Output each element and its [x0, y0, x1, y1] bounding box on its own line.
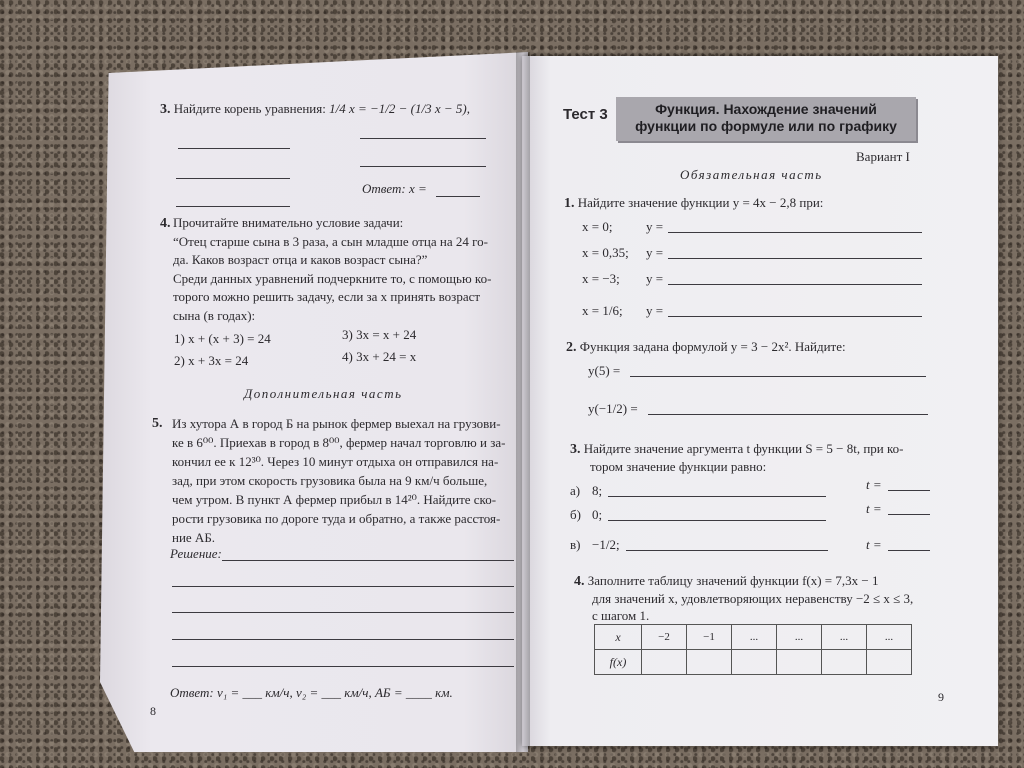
task1-x: x = 1/6;: [582, 303, 623, 318]
page-number-right: 9: [938, 690, 944, 704]
header-line-1: Функция. Нахождение значений: [655, 101, 877, 117]
answer-line: [608, 496, 826, 497]
option-2: 2) x + 3x = 24: [174, 353, 249, 368]
task5-answer: Ответ: v₁ = ___ км/ч, v₂ = ___ км/ч, АБ = ____ км.: [170, 685, 453, 700]
text-line: зад, при этом скорость грузовика была на 9 км/ч больше,: [172, 473, 488, 488]
answer-line: [608, 520, 826, 521]
test-header: [616, 97, 916, 141]
answer-line: [626, 550, 828, 551]
text-line: “Отец старше сына в 3 раза, а сын младше отца на 24 го-: [173, 233, 488, 249]
solution-line: [172, 586, 514, 587]
task5-text: [172, 414, 505, 547]
task2-row: y(5) =: [588, 363, 621, 378]
table-row: [595, 625, 912, 650]
answer-line: [888, 550, 930, 551]
task3-value: 0;: [592, 507, 603, 522]
answer-line: [648, 414, 928, 415]
task3-label: б): [570, 507, 581, 522]
answer-line: [360, 166, 486, 167]
table-cell[interactable]: ...: [867, 625, 912, 650]
answer-line: [360, 138, 486, 139]
table-cell[interactable]: [822, 650, 867, 675]
text-line: чем утром. В пункт А фермер прибыл в 14²⁰. Найдите ско-: [172, 492, 497, 507]
solution-label: Решение:: [170, 546, 222, 561]
left-task5: [152, 414, 163, 433]
answer-line: [668, 258, 922, 259]
task-number: 2.: [566, 340, 577, 355]
task3-answer: t =: [866, 537, 882, 552]
answer-line: [888, 490, 930, 491]
right-task1: [564, 194, 823, 213]
header-line-2: функции по формуле или по графику: [635, 118, 897, 134]
task-number: 3.: [160, 102, 171, 117]
task1-y: y =: [646, 303, 664, 318]
task-number: 3.: [570, 442, 581, 457]
option-1: 1) x + (x + 3) = 24: [174, 331, 271, 346]
right-task2: [566, 338, 846, 357]
text-line: ке в 6⁰⁰. Приехав в город в 8⁰⁰, фермер начал торговлю и за-: [172, 435, 506, 450]
left-task4: [160, 214, 171, 233]
right-task4: [574, 572, 878, 591]
table-cell[interactable]: x: [595, 625, 642, 650]
task3-answer: t =: [866, 477, 882, 492]
equation: 1/4 x = −1/2 − (1/3 x − 5),: [329, 101, 470, 116]
task-text: Заполните таблицу значений функции f(x) = 7,3x − 1: [587, 573, 879, 588]
table-cell[interactable]: ...: [732, 625, 777, 650]
solution-line: [172, 612, 514, 613]
table-cell[interactable]: ...: [822, 625, 867, 650]
book-gutter: [516, 52, 530, 752]
task-text: Найдите значение функции y = 4x − 2,8 при:: [577, 195, 824, 210]
page-number-left: 8: [150, 704, 156, 718]
answer-line: [668, 316, 922, 317]
solution-line: [172, 639, 514, 640]
text-line: ние АБ.: [172, 530, 216, 545]
values-table: [594, 624, 912, 675]
answer-line: [176, 206, 290, 207]
task2-row: y(−1/2) =: [588, 401, 638, 416]
task3-label: а): [570, 483, 581, 498]
task3-answer: t =: [866, 501, 882, 516]
solution-line: [172, 666, 514, 667]
task1-x: x = 0,35;: [582, 245, 629, 260]
task1-y: y =: [646, 219, 664, 234]
table-cell[interactable]: −2: [642, 625, 687, 650]
task-text: Найдите значение аргумента t функции S = 5 − 8t, при ко-: [583, 441, 904, 456]
task3-answer: Ответ: x =: [362, 181, 427, 196]
text-line: Среди данных уравнений подчеркните то, с помощью ко-: [173, 270, 492, 286]
task4-text: [173, 214, 491, 325]
table-cell[interactable]: [642, 650, 687, 675]
task4-text-3: с шагом 1.: [592, 608, 650, 623]
task-number: 4.: [160, 216, 171, 231]
answer-line: [178, 148, 290, 149]
answer-line: [668, 232, 922, 233]
section-required: Обязательная часть: [680, 167, 823, 182]
test-label: Тест 3: [563, 106, 608, 123]
text-line: сына (в годах):: [173, 307, 256, 323]
task1-y: y =: [646, 245, 664, 260]
table-cell[interactable]: [687, 650, 732, 675]
task-text: Найдите корень уравнения:: [173, 101, 326, 116]
task-number: 1.: [564, 196, 575, 211]
table-cell[interactable]: [867, 650, 912, 675]
table-cell[interactable]: −1: [687, 625, 732, 650]
text-line: Прочитайте внимательно условие задачи:: [173, 215, 404, 230]
answer-line: [888, 514, 930, 515]
left-task3: [160, 100, 470, 119]
answer-line: [630, 376, 926, 377]
text-line: кончил ее к 12³⁰. Через 10 минут отдыха он отправился на-: [172, 454, 499, 469]
table-cell[interactable]: [777, 650, 822, 675]
solution-line: [222, 560, 514, 561]
task-number: 4.: [574, 574, 585, 589]
text-line: рости грузовика по дороге туда и обратно, а также расстоя-: [172, 511, 501, 526]
answer-line: [436, 196, 480, 197]
table-cell[interactable]: [732, 650, 777, 675]
task3-value: −1/2;: [592, 537, 620, 552]
text-line: торого можно решить задачу, если за x принять возраст: [173, 289, 481, 304]
table-cell[interactable]: f(x): [595, 650, 642, 675]
table-row: [595, 650, 912, 675]
text-line: Из хутора А в город Б на рынок фермер выехал на грузови-: [172, 416, 501, 431]
option-4: 4) 3x + 24 = x: [342, 349, 417, 364]
option-3: 3) 3x = x + 24: [342, 327, 417, 342]
task1-x: x = 0;: [582, 219, 613, 234]
task1-x: x = −3;: [582, 271, 620, 286]
text-line: да. Каков возраст отца и каков возраст сына?”: [173, 252, 428, 267]
right-task3: [570, 440, 903, 459]
task3-label: в): [570, 537, 581, 552]
variant-label: Вариант I: [856, 149, 910, 164]
table-cell[interactable]: ...: [777, 625, 822, 650]
task3-text-2: тором значение функции равно:: [590, 459, 767, 474]
task3-value: 8;: [592, 483, 603, 498]
task1-y: y =: [646, 271, 664, 286]
task-text: Функция задана формулой y = 3 − 2x². Найдите:: [579, 339, 846, 354]
answer-line: [176, 178, 290, 179]
answer-line: [668, 284, 922, 285]
task4-text-2: для значений x, удовлетворяющих неравенству −2 ≤ x ≤ 3,: [592, 591, 914, 606]
task-number: 5.: [152, 416, 163, 431]
section-extra: Дополнительная часть: [244, 386, 403, 401]
